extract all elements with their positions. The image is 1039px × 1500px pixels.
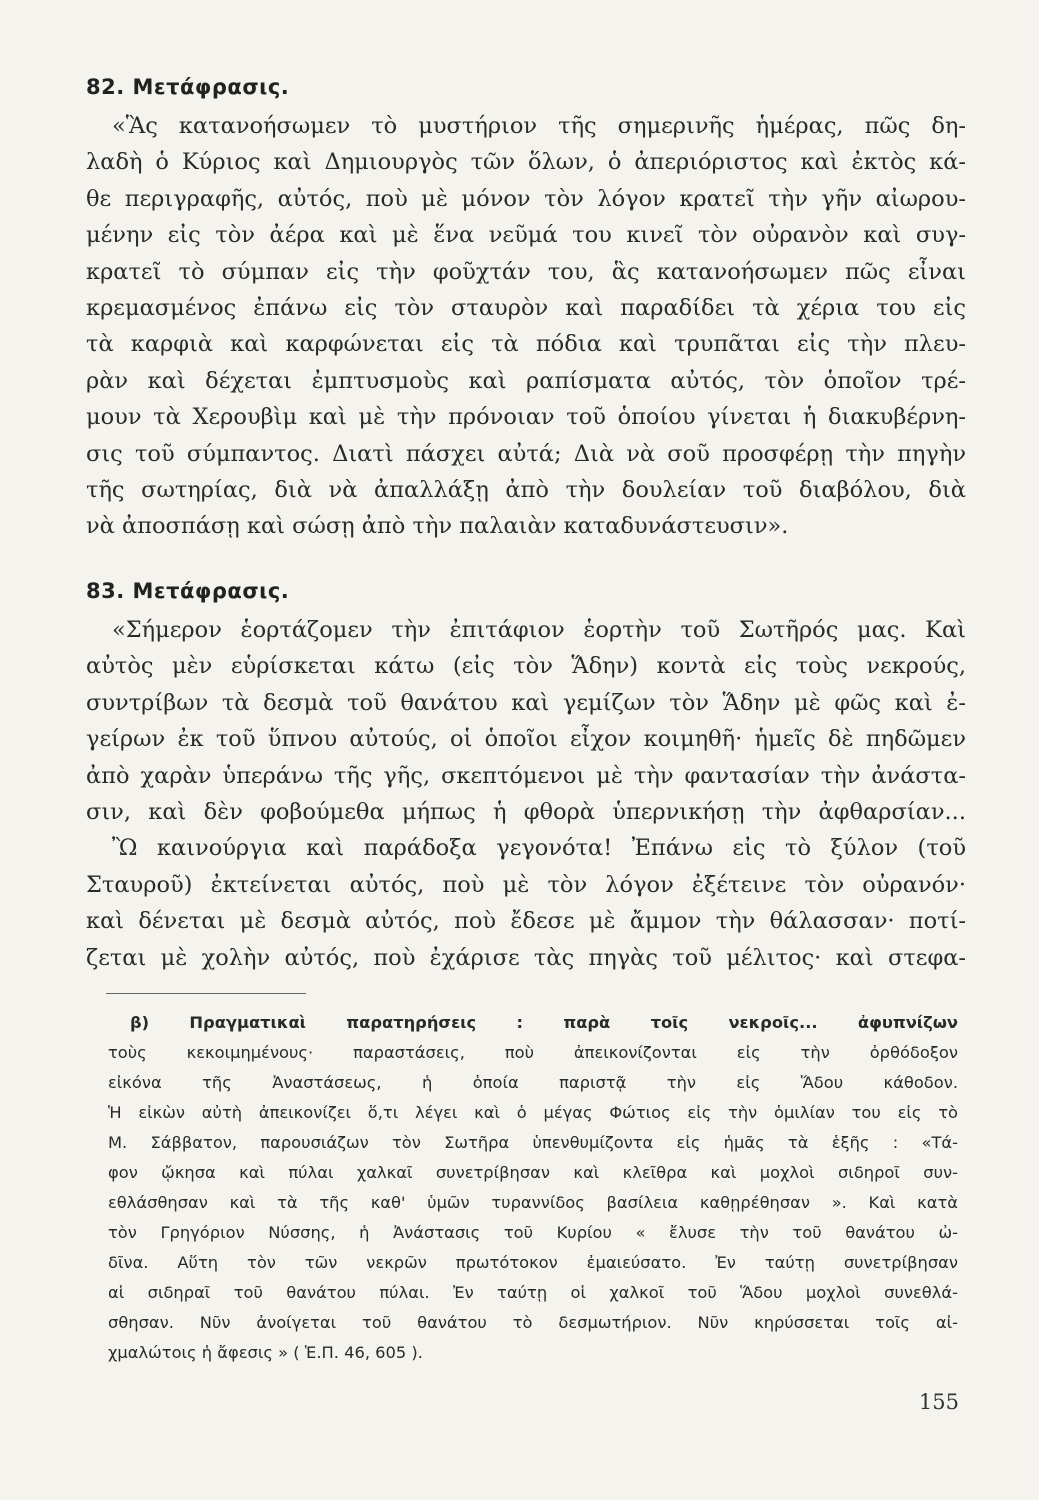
footnote-line: τοὺς κεκοιμημένους· παραστάσεις, ποὺ ἀπεικονίζονται εἰς τὴν ὀρθόδοξον	[108, 1043, 958, 1062]
section-heading: 82. Μετάφρασις.	[86, 75, 290, 99]
footnote-line: εἰκόνα τῆς Ἀναστάσεως, ἡ ὁποία παριστᾷ τὴν εἰς Ἅδου κάθοδον.	[108, 1073, 958, 1092]
footnote-line: Μ. Σάββατον, παρουσιάζων τὸν Σωτῆρα ὑπενθυμίζοντα εἰς ἡμᾶς τὰ ἑξῆς : «Τά-	[108, 1133, 958, 1152]
text-line: ζεται μὲ χολὴν αὐτός, ποὺ ἐχάρισε τὰς πηγὰς τοῦ μέλιτος· καὶ στεφα-	[86, 944, 966, 971]
text-line: ἀπὸ χαρὰν ὑπεράνω τῆς γῆς, σκεπτόμενοι μὲ τὴν φαντασίαν τὴν ἀνάστα-	[86, 762, 966, 789]
text-line: κρεμασμένος ἐπάνω εἰς τὸν σταυρὸν καὶ παραδίδει τὰ χέρια του εἰς	[86, 294, 966, 321]
footnote-line: εθλάσθησαν καὶ τὰ τῆς καθ' ὑμῶν τυραννίδος βασίλεια καθῃρέθησαν ». Καὶ κατὰ	[108, 1193, 958, 1212]
text-line: συντρίβων τὰ δεσμὰ τοῦ θανάτου καὶ γεμίζων τὸν Ἅδην μὲ φῶς καὶ ἐ-	[86, 689, 966, 716]
footnote-line: σθησαν. Νῦν ἀνοίγεται τοῦ θανάτου τὸ δεσμωτήριον. Νῦν κηρύσσεται τοῖς αἰ-	[108, 1313, 958, 1332]
paragraph	[86, 108, 966, 545]
footnote-divider	[106, 993, 306, 994]
text-line: αὐτὸς μὲν εὑρίσκεται κάτω (εἰς τὸν Ἅδην) κοντὰ εἰς τοὺς νεκρούς,	[86, 653, 966, 680]
text-line: Σταυροῦ) ἐκτείνεται αὐτός, ποὺ μὲ τὸν λόγον ἐξέτεινε τὸν οὐρανόν·	[86, 871, 966, 898]
footnote-line: αἱ σιδηραῖ τοῦ θανάτου πύλαι. Ἐν ταύτῃ οἱ χαλκοῖ τοῦ Ἅδου μοχλοὶ συνεθλά-	[108, 1283, 958, 1302]
page-number: 155	[918, 1390, 959, 1414]
text-line: μένην εἰς τὸν ἀέρα καὶ μὲ ἕνα νεῦμά του κινεῖ τὸν οὐρανὸν καὶ συγ-	[86, 222, 966, 249]
section-83	[86, 574, 966, 976]
text-line: θε περιγραφῆς, αὐτός, ποὺ μὲ μόνον τὸν λόγον κρατεῖ τὴν γῆν αἰωρου-	[86, 185, 966, 212]
text-line: τὰ καρφιὰ καὶ καρφώνεται εἰς τὰ πόδια καὶ τρυπᾶται εἰς τὴν πλευ-	[86, 331, 966, 358]
text-line: κρατεῖ τὸ σύμπαν εἰς τὴν φοῦχτάν του, ἃς κατανοήσωμεν πῶς εἶναι	[86, 258, 966, 285]
text-line: ρὰν καὶ δέχεται ἐμπτυσμοὺς καὶ ραπίσματα αὐτός, τὸν ὁποῖον τρέ-	[86, 367, 966, 394]
section-82	[86, 70, 966, 545]
text-line: σις τοῦ σύμπαντος. Διατὶ πάσχει αὐτά; Διὰ νὰ σοῦ προσφέρῃ τὴν πηγὴν	[86, 440, 966, 467]
footnote-line: δῖνα. Αὕτη τὸν τῶν νεκρῶν πρωτότοκον ἐμαιεύσατο. Ἐν ταύτῃ συνετρίβησαν	[108, 1253, 958, 1272]
text-line: νὰ ἀποσπάσῃ καὶ σώσῃ ἀπὸ τὴν παλαιὰν καταδυνάστευσιν».	[86, 513, 789, 540]
text-line: λαδὴ ὁ Κύριος καὶ Δημιουργὸς τῶν ὅλων, ὁ ἀπεριόριστος καὶ ἐκτὸς κά-	[86, 149, 966, 176]
footnote-line: τὸν Γρηγόριον Νύσσης, ἡ Ἀνάστασις τοῦ Κυρίου « ἔλυσε τὴν τοῦ θανάτου ὠ-	[108, 1223, 958, 1242]
footnote-line: β) Πραγματικαὶ παρατηρήσεις : παρὰ τοῖς νεκροῖς... ἀφυπνίζων	[130, 1013, 958, 1032]
text-line: σιν, καὶ δὲν φοβούμεθα μήπως ἡ φθορὰ ὑπερνικήσῃ τὴν ἀφθαρσίαν...	[86, 798, 966, 825]
text-line: «Σήμερον ἑορτάζομεν τὴν ἐπιτάφιον ἑορτὴν τοῦ Σωτῆρός μας. Καὶ	[112, 617, 966, 643]
text-line: «Ἃς κατανοήσωμεν τὸ μυστήριον τῆς σημερινῆς ἡμέρας, πῶς δη-	[112, 113, 966, 139]
paragraph	[86, 612, 966, 976]
section-heading: 83. Μετάφρασις.	[86, 579, 290, 603]
text-line: τῆς σωτηρίας, διὰ νὰ ἀπαλλάξῃ ἀπὸ τὴν δουλείαν τοῦ διαβόλου, διὰ	[86, 476, 966, 503]
text-line: μουν τὰ Χερουβὶμ καὶ μὲ τὴν πρόνοιαν τοῦ ὁποίου γίνεται ἡ διακυβέρνη-	[86, 404, 966, 431]
footnote-line: χμαλώτοις ἡ ἄφεσις » ( Ἑ.Π. 46, 605 ).	[108, 1343, 423, 1362]
text-line: καὶ δένεται μὲ δεσμὰ αὐτός, ποὺ ἔδεσε μὲ ἄμμον τὴν θάλασσαν· ποτί-	[86, 908, 966, 935]
footnote-line: φον ᾤκησα καὶ πύλαι χαλκαῖ συνετρίβησαν καὶ κλεῖθρα καὶ μοχλοὶ σιδηροῖ συν-	[108, 1163, 958, 1182]
text-line: γείρων ἐκ τοῦ ὕπνου αὐτούς, οἱ ὁποῖοι εἶχον κοιμηθῆ· ἡμεῖς δὲ πηδῶμεν	[86, 726, 966, 753]
footnote-line: Ἡ εἰκὼν αὐτὴ ἀπεικονίζει ὅ,τι λέγει καὶ ὁ μέγας Φώτιος εἰς τὴν ὁμιλίαν του εἰς τὸ	[108, 1103, 958, 1122]
text-line: Ὢ καινούργια καὶ παράδοξα γεγονότα! Ἐπάνω εἰς τὸ ξύλον (τοῦ	[112, 835, 966, 862]
footnote	[108, 1008, 958, 1368]
